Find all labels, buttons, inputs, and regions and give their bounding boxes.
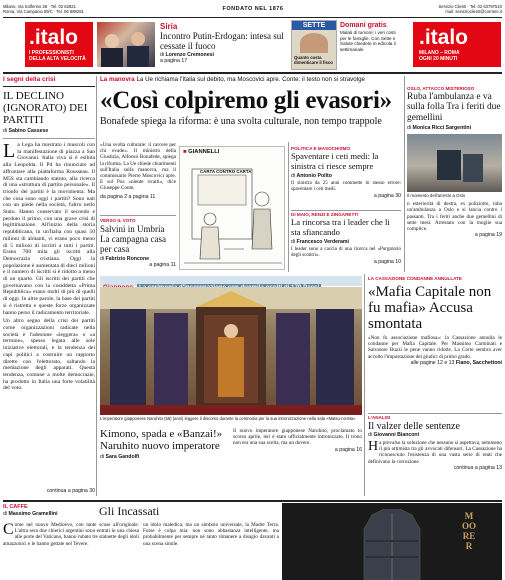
syria-kicker: Siria <box>160 22 178 31</box>
column-divider <box>3 138 95 139</box>
top-band-rule <box>3 72 502 74</box>
moorer-logo: MOORER <box>462 511 477 551</box>
customer-service-mail: mail: servizioclienti@corriere.it <box>445 9 502 14</box>
leaders-body: I leader sono a caccia di una ricerca nel «Purgatorio degli scontri». <box>291 247 401 259</box>
syria-title: Incontro Putin-Erdogan: intesa sul cessate il fuoco <box>160 31 284 51</box>
person-suit-icon <box>101 48 123 67</box>
italo-route: MILANO – ROMA <box>419 50 460 56</box>
oslo-story[interactable] <box>407 86 502 238</box>
sentenze-body <box>368 440 502 465</box>
umbria-kicker: VERSO IL VOTO <box>100 218 136 223</box>
byline-prefix: di <box>291 239 296 246</box>
person-figure-icon <box>437 150 461 180</box>
leaders-kicker: DI MAIO, RENZI E ZINGARETTI <box>291 212 359 217</box>
umbria-author: Fabrizio Roncone <box>105 256 150 262</box>
caffe-body-text: ome nel nuovo Medioevo, con tante scuse all'originale. L'altra sera due chierici argentini sono entrati in una chiesa alle porte del Vaticano, hanno rubato tre statuette degli idoli amazzonici e le hanno gettate nel Tevere. <box>3 522 139 547</box>
person-suit-icon <box>127 46 149 67</box>
byline-prefix: di <box>3 128 8 134</box>
caffe-title: Gli Incassati <box>99 504 160 518</box>
editorial-title[interactable]: IL DECLINO (IGNORATO) DEI PARTITI <box>3 90 88 126</box>
politics-kicker: POLITICA E MASOCHISMO <box>291 146 351 151</box>
cover-face-icon <box>300 33 328 53</box>
japan-body-text: Il nuovo imperatore giapponese Naruhito, proclamato lo scorso aprile, ieri è stato ufficialmente intronizzato. Il trono non era una sua scelta, ma un dovere. <box>233 428 362 447</box>
politics-body: Il sinistra da 25 anni commette lo stesso errore: spaventare i ceti medi. <box>291 181 401 193</box>
mafia-headline: «Mafia Capitale non fu mafia» Accusa smontata <box>368 284 492 332</box>
editorial-body-text-2: Un altro segno della crisi dei partiti come organizzazioni radicate nella società è l'adesione «leggera» o «a termine», spesso legata alle sole iniziative elettorali, e la tendenza dei capi politici a costruire un rapporto diretto con l'elettorato, saltando la mediazione degli apparati. Questa tendenza, comune a molte democrazie, ha prodotto in Italia una forte volatilità del voto. <box>3 318 95 392</box>
japan-author: Sara Gandolfi <box>105 454 140 460</box>
sentenze-story[interactable] <box>368 415 502 471</box>
lead-headline: «Così colpiremo gli evasori» <box>100 87 392 114</box>
domani-kicker: Domani gratis <box>340 22 387 29</box>
person-head-icon <box>105 34 119 48</box>
story-divider <box>100 215 176 216</box>
japan-page-ref: a pagina 16 <box>334 446 362 453</box>
mafia-body: «Non fu associazione mafiosa»: la Cassazione annulla le condanne per Mafia Capitale. Per Massimo Carminati e Salvatore Buzzi le pene vanno ridotte. La Corte sembra aver accolto l'impostazione dei giudici di primo grado. <box>368 335 502 360</box>
japan-strap <box>100 276 362 286</box>
oslo-photo[interactable] <box>407 134 502 192</box>
mafia-story[interactable] <box>368 276 502 366</box>
column-divider <box>3 86 95 87</box>
mafia-authors: Fiano, Sacchettoni <box>455 359 502 366</box>
byline-prefix: di <box>100 454 105 460</box>
lead-kicker: La manovra <box>100 76 135 83</box>
italo-logo: .italo <box>29 26 79 49</box>
italo-logo: .italo <box>419 26 469 49</box>
japan-photo-caption: L'imperatore giapponese Naruhito (59) (anni) leggere il discorso durante la cerimonia per la sua intronizzazione nella sala «Matsu-no-Ma» <box>100 416 356 421</box>
oslo-page-ref: a pagina 19 <box>474 232 502 239</box>
column-divider <box>288 142 289 272</box>
oslo-author: Monica Ricci Sargentini <box>412 125 472 132</box>
oslo-photo-caption: Il momento dell'arresto a Oslo <box>407 193 466 199</box>
politics-story[interactable] <box>291 146 401 199</box>
lead-body <box>100 142 176 200</box>
masthead-info-left <box>3 4 173 14</box>
column-divider <box>96 76 97 496</box>
byline-prefix: di <box>368 432 373 438</box>
domani-text: Malati di tumore: i veri costi per le famiglie. Con Sette e Salute chiedete in edicola il settimanale <box>340 30 396 52</box>
cartoon-caption: CARTA CONTRO CARTA <box>200 169 252 174</box>
umbria-story[interactable] <box>100 218 176 268</box>
japan-photo[interactable] <box>100 287 362 415</box>
mafia-page-ref: alle pagine 12 e 13 <box>410 359 455 366</box>
lead-subhead: Bonafede spiega la riforma: è una svolta culturale, non tempo trappole <box>100 116 382 127</box>
throne-ceremony-illustration <box>100 287 362 415</box>
column-divider <box>364 274 365 496</box>
byline-prefix: di <box>160 52 165 58</box>
leaders-title: La rincorsa tra i leader che li sta sfiancando <box>291 217 390 237</box>
lead-page-ref[interactable]: da pagina 2 a pagina 11 <box>100 193 156 200</box>
umbria-page-ref: a pagina 11 <box>149 262 176 268</box>
editorial-continue[interactable]: continua a pagina 30 <box>40 488 95 494</box>
italo-frequency: OGNI 20 MINUTI <box>419 56 458 62</box>
editorial-body-text: a Lega ha mostrato i muscoli con la manifestazione di piazza a San Giovanni. Italia viva si è esibita alla Leopolda. Il Pd ha rinunciato ad affrontare alla piattaforma Rousseau. Il M5S sta cambiando statuto, alla ricerca di una «struttura di partito personale». Il trionfo dei partiti è la movimenta. Ma che cosa sono oggi i partiti? Sono nati con un piede nella società, l'altro nello Stato. Hanno conservato il secondo e perduto il primo, con una grave crisi di legittimazione. All'inizio della storia repubblicana, in un'Italia con quasi 50 milioni di abitanti, vi erano poco meno di 5 milioni di iscritti a tutti i partiti. Erano 700 mila gli iscritti alla Democrazia cristiana. Oggi la popolazione è aumentata di dieci milioni e il numero di iscritti si è ridotto a meno di un quarto. Gli iscritti dei partiti che governavano con la cosiddetta «Prima Repubblica» erano molti di più di quelli di oggi. In altre parole, la base dei partiti si è ristretta e queste forze organizzate hanno perso il radicamento territoriale. <box>3 142 95 316</box>
caffe-body <box>3 522 139 547</box>
byline-prefix: di <box>291 173 296 180</box>
cartoon-author: GIANNELLI <box>188 149 220 155</box>
japan-story[interactable] <box>100 428 230 460</box>
jacket-icon <box>352 509 432 580</box>
lead-kicker-text: La Ue richiama l'Italia sul debito, ma Moscovici apre. Conte: il testo non si stravolge <box>136 76 365 83</box>
oslo-body: n esteriorità di destra, ex poliziotto, ruba un'ambulanza a Oslo e si lancia contro i passanti. Tra i feriti anche due gemellini di sette mesi. Arrestato con la moglie sua complice. <box>407 201 502 233</box>
bottom-rule <box>3 500 502 502</box>
japan-body <box>233 428 362 453</box>
domani-teaser[interactable] <box>340 22 402 68</box>
oslo-kicker: OSLO, ATTACCO MISTERIOSO <box>407 86 475 91</box>
italo-tagline-1: I PROFESSIONISTI <box>29 50 74 56</box>
founded-label: FONDATO NEL 1876 <box>222 6 284 12</box>
italo-ad-right[interactable] <box>413 22 501 67</box>
editorial-body <box>3 142 95 392</box>
lead-body-text: «Una svolta culturale: il carcere per chi evade». Il ministro della Giustizia, Alfonso Bonafede, spiega la riforma. La Ue chiede chiarimenti sull'Italia sulla manovra, ma il commissario Pierre Moscovici apre. E sul Pos «niente ricatti», dice Giuseppe Conte. <box>100 142 176 192</box>
story-divider <box>368 413 502 414</box>
japan-headline: Kimono, spada e «Banzai!» Naruhito nuovo imperatore <box>100 428 223 452</box>
umbria-title: Salvini in Umbria La campagna casa per casa <box>100 224 166 254</box>
cartoon-marker-icon: ■ <box>183 149 187 155</box>
caffe-column[interactable] <box>3 504 279 580</box>
masthead-address-milan: Milano, Via Solferino 28 · Tel. 02 62821 <box>3 4 76 9</box>
column-divider <box>404 76 405 272</box>
sentenze-kicker: L'ANALISI <box>368 415 391 420</box>
leaders-author: Francesco Verderami <box>296 239 349 246</box>
byline-prefix: di <box>3 511 8 517</box>
caffe-body-text-2: un idolo maledica, ma un simbolo universale, la Madre Terra. Forse è colpa mia: non sono abbastanza intelligente, ma probabilmente per sempre né tanto rimanere a disagio davanti a una scena simile. <box>143 522 279 547</box>
moorer-ad[interactable] <box>282 503 502 580</box>
byline-prefix: di <box>407 125 412 132</box>
putin-erdogan-photo[interactable] <box>97 22 155 67</box>
byline-prefix: di <box>100 256 105 262</box>
sette-text: Quanto costa dimenticare il fisco <box>294 55 333 65</box>
sentenze-body-text: a prevalso la soluzione che nessuno si aspettava, nemmeno il più ottimista tra gli avvocati difensori. La Cassazione ha riconosciuto l'esistenza di una vasta serie di reati che definivano la corruzione. <box>368 440 502 465</box>
caffe-author: Massimo Gramellini <box>8 511 58 517</box>
column-header: I segni della crisi <box>3 76 56 83</box>
left-column <box>3 76 95 498</box>
story-divider <box>291 210 401 211</box>
sentenze-continue: continua a pagina 13 <box>453 464 502 471</box>
leaders-story[interactable] <box>291 212 401 265</box>
masthead-info-right <box>380 4 502 14</box>
sentenze-title: Il valzer delle sentenze <box>368 421 460 432</box>
politics-title: Spaventare i ceti medi: la sinistra ci riesce sempre <box>291 151 379 171</box>
syria-teaser[interactable] <box>160 22 300 64</box>
politics-author: Antonio Polito <box>296 173 332 180</box>
leaders-page-ref: a pagina 10 <box>373 259 401 266</box>
oslo-title: Ruba l'ambulanza e va sulla folla Tra i feriti due gemellini <box>407 92 501 123</box>
editorial-author: Sabino Cassese <box>8 128 49 134</box>
italo-ad-left[interactable] <box>25 22 93 67</box>
italo-tagline-2: DELLA ALTA VELOCITÀ <box>29 56 86 62</box>
customer-service-phone: Servizio Clienti · Tel. 02 63797510 <box>438 4 502 9</box>
dropcap: L <box>3 140 16 162</box>
sette-logo: SETTE <box>292 21 336 30</box>
person-head-icon <box>131 32 145 46</box>
mafia-kicker: LA CASSAZIONE CONDANNE ANNULLATE <box>368 276 462 281</box>
caffe-header: IL CAFFÈ <box>3 504 28 510</box>
syria-page-ref: a pagina 17 <box>160 58 188 64</box>
syria-author: Lorenzo Cremonesi <box>165 52 214 58</box>
dropcap: H <box>368 439 379 454</box>
masthead-address-rome: Roma, Via Campania 59/C · Tel. 06 688281 <box>3 9 84 14</box>
politics-page-ref: a pagina 30 <box>373 193 401 200</box>
giannelli-cartoon[interactable] <box>179 146 285 270</box>
dropcap: C <box>3 521 14 538</box>
sentenze-author: Giovanni Bianconi <box>373 432 420 438</box>
person-figure-icon <box>463 154 483 182</box>
sette-cover[interactable] <box>291 20 337 70</box>
cartoon-drawing <box>184 159 282 267</box>
masthead-rule <box>3 17 502 18</box>
